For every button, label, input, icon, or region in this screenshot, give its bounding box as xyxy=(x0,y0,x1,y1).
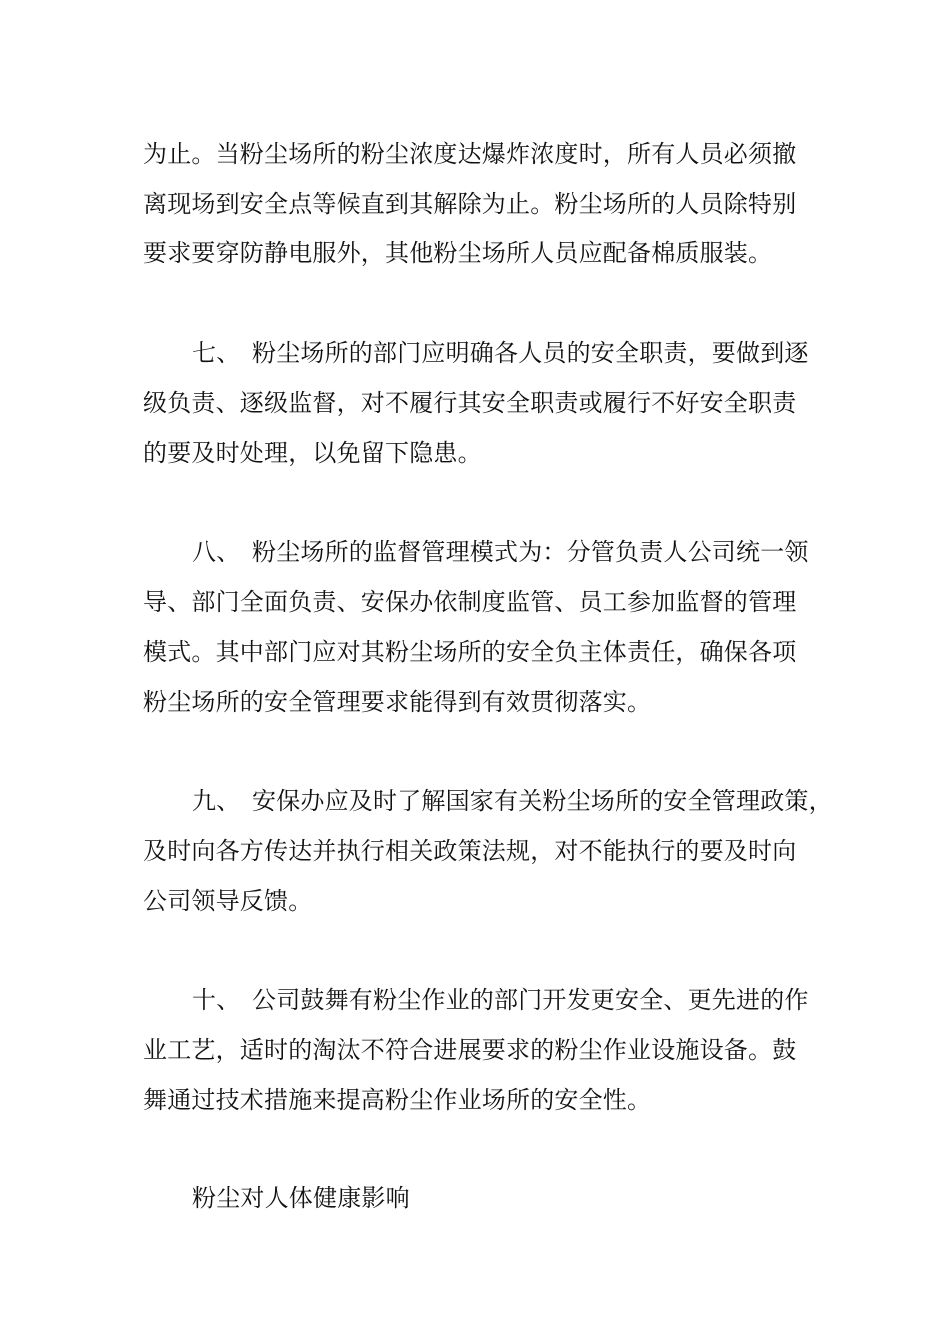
paragraph-7-line-2: 级负责、逐级监督，对不履行其安全职责或履行不好安全职责 xyxy=(143,389,797,417)
paragraph-7-number: 七、 xyxy=(192,339,241,367)
paragraph-10-line-3: 舞通过技术措施来提高粉尘作业场所的安全性。 xyxy=(143,1086,652,1114)
paragraph-6-line-2: 离现场到安全点等候直到其解除为止。粉尘场所的人员除特别 xyxy=(143,190,797,218)
paragraph-7-text-1: 粉尘场所的部门应明确各人员的安全职责，要做到逐 xyxy=(252,339,809,367)
paragraph-8-line-3: 模式。其中部门应对其粉尘场所的安全负主体责任，确保各项 xyxy=(143,638,797,666)
paragraph-6-line-3: 要求要穿防静电服外，其他粉尘场所人员应配备棉质服装。 xyxy=(143,239,773,267)
paragraph-8-line-4: 粉尘场所的安全管理要求能得到有效贯彻落实。 xyxy=(143,688,652,716)
paragraph-8-number: 八、 xyxy=(192,538,241,566)
paragraph-10-line-1 xyxy=(192,985,809,1015)
paragraph-7-line-3: 的要及时处理，以免留下隐患。 xyxy=(143,439,482,467)
paragraph-10-line-2: 业工艺，适时的淘汰不符合进展要求的粉尘作业设施设备。鼓 xyxy=(143,1036,797,1064)
section-heading: 粉尘对人体健康影响 xyxy=(192,1184,410,1212)
paragraph-9-line-1 xyxy=(192,786,833,816)
paragraph-9-line-2: 及时向各方传达并执行相关政策法规，对不能执行的要及时向 xyxy=(143,837,797,865)
paragraph-10-text-1: 公司鼓舞有粉尘作业的部门开发更安全、更先进的作 xyxy=(252,986,809,1014)
paragraph-7-line-1 xyxy=(192,338,809,368)
paragraph-8-line-2: 导、部门全面负责、安保办依制度监管、员工参加监督的管理 xyxy=(143,588,797,616)
paragraph-9-text-1: 安保办应及时了解国家有关粉尘场所的安全管理政策， xyxy=(252,787,833,815)
paragraph-9-number: 九、 xyxy=(192,787,241,815)
paragraph-6-line-1: 为止。当粉尘场所的粉尘浓度达爆炸浓度时，所有人员必须撤 xyxy=(143,140,797,168)
paragraph-10-number: 十、 xyxy=(192,986,241,1014)
paragraph-8-line-1 xyxy=(192,537,809,567)
paragraph-8-text-1: 粉尘场所的监督管理模式为：分管负责人公司统一领 xyxy=(252,538,809,566)
paragraph-9-line-3: 公司领导反馈。 xyxy=(143,887,313,915)
